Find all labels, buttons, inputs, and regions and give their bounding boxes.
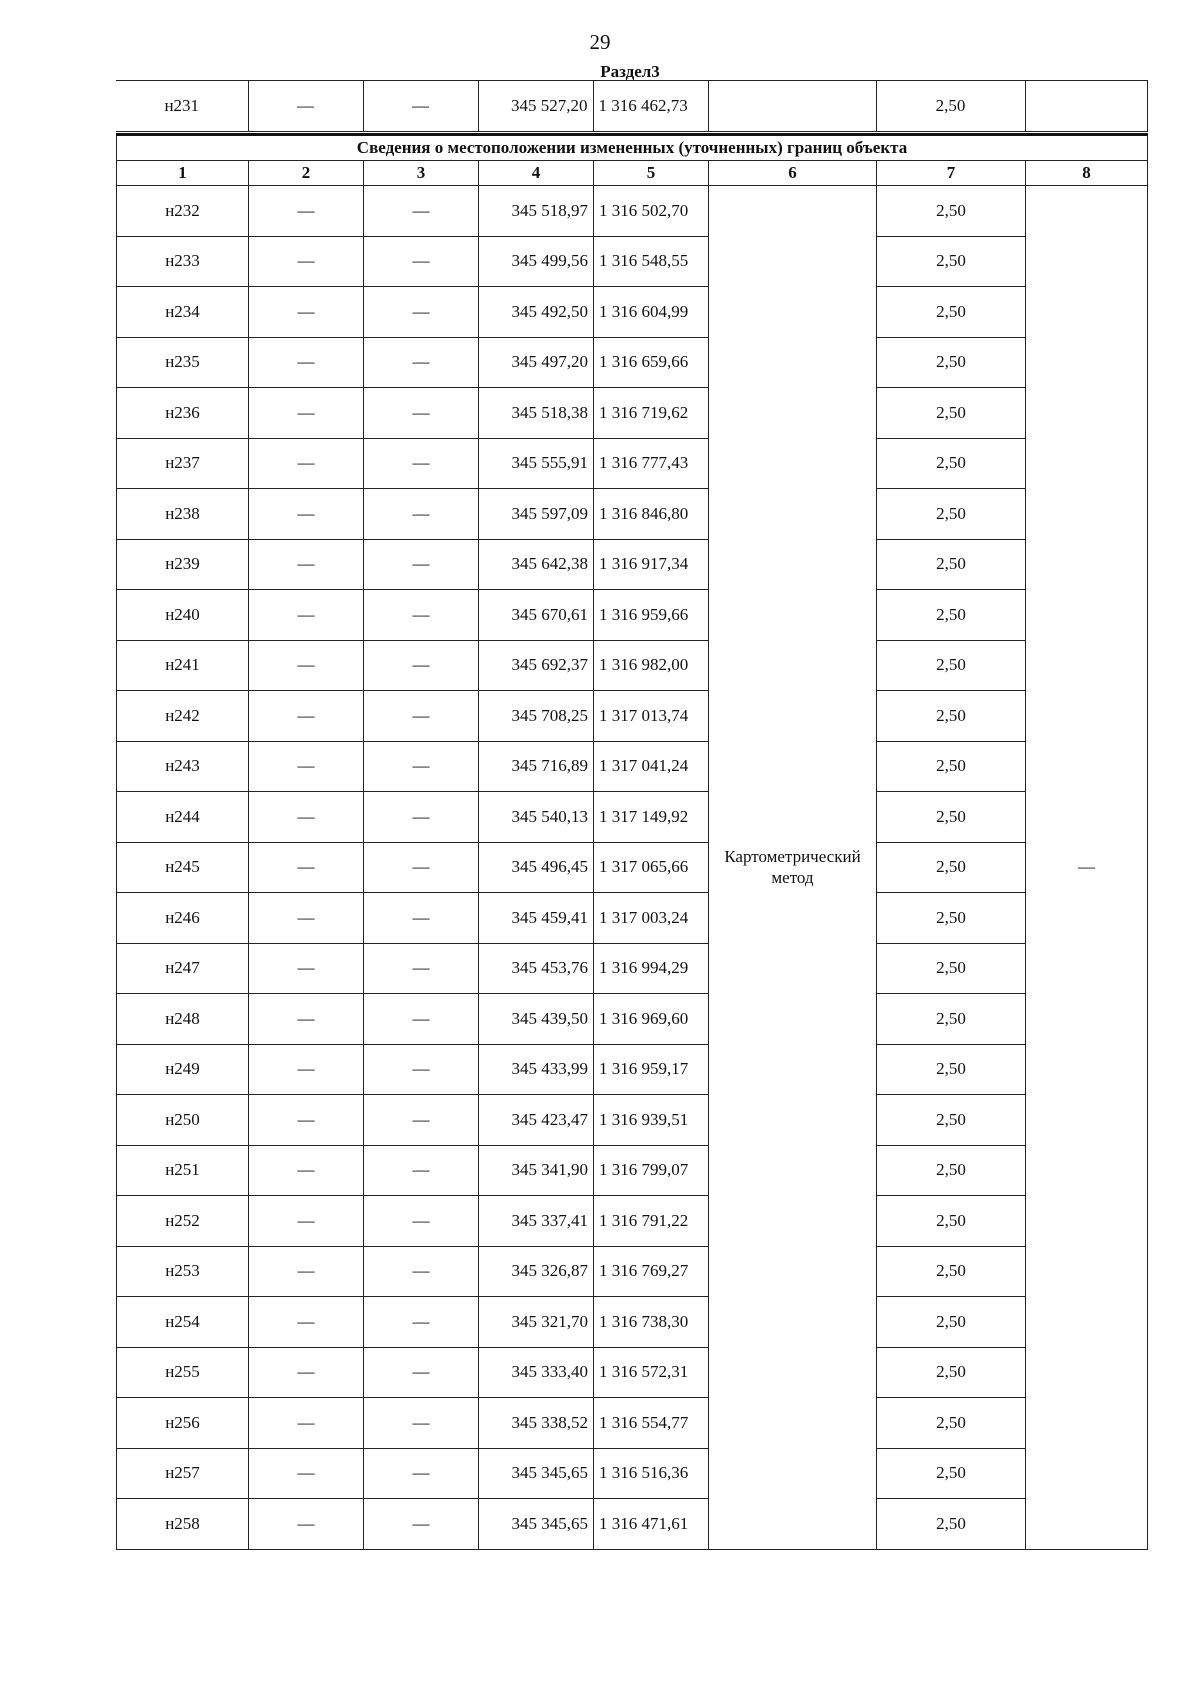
table-row	[116, 81, 1147, 132]
cell-x-coordinate: 345 321,70	[479, 1297, 594, 1348]
cell-col3: —	[364, 236, 479, 287]
cell-accuracy: 2,50	[877, 1095, 1026, 1146]
cell-col2: —	[249, 287, 364, 338]
cell-accuracy: 2,50	[877, 741, 1026, 792]
cell-y-coordinate: 1 316 659,66	[594, 337, 709, 388]
cell-accuracy: 2,50	[877, 893, 1026, 944]
cell-point-name: н236	[117, 388, 249, 439]
column-header: 4	[479, 161, 594, 186]
column-header: 8	[1026, 161, 1148, 186]
cell-x-coordinate: 345 341,90	[479, 1145, 594, 1196]
cell-y-coordinate: 1 316 791,22	[594, 1196, 709, 1247]
cell-x-coordinate: 345 439,50	[479, 994, 594, 1045]
continuation-table	[116, 80, 1148, 132]
cell-col3: —	[364, 640, 479, 691]
cell-col2: —	[249, 691, 364, 742]
cell-y-coordinate: 1 316 719,62	[594, 388, 709, 439]
cell-x-coordinate: 345 453,76	[479, 943, 594, 994]
cell-col2: —	[249, 1347, 364, 1398]
cell-y-coordinate: 1 316 969,60	[594, 994, 709, 1045]
cell-accuracy: 2,50	[877, 1044, 1026, 1095]
cell-col3: —	[364, 792, 479, 843]
cell-y-coordinate: 1 316 471,61	[594, 1499, 709, 1550]
cell-x-coordinate: 345 527,20	[478, 81, 593, 132]
cell-col2: —	[249, 741, 364, 792]
cell-col2: —	[249, 640, 364, 691]
cell-point-name: н258	[117, 1499, 249, 1550]
cell-point-name: н231	[116, 81, 248, 132]
cell-x-coordinate: 345 333,40	[479, 1347, 594, 1398]
table-row	[117, 1398, 1148, 1449]
cell-y-coordinate: 1 317 013,74	[594, 691, 709, 742]
cell-y-coordinate: 1 316 982,00	[594, 640, 709, 691]
table-row	[117, 842, 1148, 893]
cell-x-coordinate: 345 345,65	[479, 1499, 594, 1550]
cell-accuracy: 2,50	[877, 1347, 1026, 1398]
cell-point-name: н253	[117, 1246, 249, 1297]
cell-col2: —	[249, 1297, 364, 1348]
cell-point-name: н245	[117, 842, 249, 893]
cell-col2: —	[249, 943, 364, 994]
table-row	[117, 438, 1148, 489]
cell-col2: —	[248, 81, 363, 132]
cell-point-name: н248	[117, 994, 249, 1045]
cell-x-coordinate: 345 518,97	[479, 186, 594, 237]
cell-y-coordinate: 1 316 959,66	[594, 590, 709, 641]
cell-y-coordinate: 1 316 846,80	[594, 489, 709, 540]
cell-point-name: н235	[117, 337, 249, 388]
cell-y-coordinate: 1 316 604,99	[594, 287, 709, 338]
cell-y-coordinate: 1 316 548,55	[594, 236, 709, 287]
table-row	[117, 337, 1148, 388]
table-row	[117, 539, 1148, 590]
cell-point-name: н252	[117, 1196, 249, 1247]
cell-col3: —	[364, 1145, 479, 1196]
cell-accuracy: 2,50	[877, 1448, 1026, 1499]
cell-accuracy: 2,50	[877, 1196, 1026, 1247]
table-row	[117, 186, 1148, 237]
cell-accuracy: 2,50	[877, 792, 1026, 843]
cell-point-name: н243	[117, 741, 249, 792]
cell-accuracy: 2,50	[877, 1499, 1026, 1550]
cell-point-name: н232	[117, 186, 249, 237]
table-row	[117, 741, 1148, 792]
column-header: 2	[249, 161, 364, 186]
cell-y-coordinate: 1 316 516,36	[594, 1448, 709, 1499]
cell-accuracy: 2,50	[877, 640, 1026, 691]
cell-x-coordinate: 345 597,09	[479, 489, 594, 540]
cell-col3: —	[364, 842, 479, 893]
cell-col3: —	[364, 893, 479, 944]
cell-description: —	[1026, 186, 1148, 1550]
table-row	[117, 1246, 1148, 1297]
cell-col2: —	[249, 1044, 364, 1095]
cell-col3: —	[364, 438, 479, 489]
table-row	[117, 1448, 1148, 1499]
cell-point-name: н250	[117, 1095, 249, 1146]
cell-x-coordinate: 345 459,41	[479, 893, 594, 944]
cell-x-coordinate: 345 540,13	[479, 792, 594, 843]
cell-point-name: н239	[117, 539, 249, 590]
cell-col2: —	[249, 186, 364, 237]
column-header: 3	[364, 161, 479, 186]
cell-col2: —	[249, 1448, 364, 1499]
cell-accuracy: 2,50	[877, 236, 1026, 287]
cell-col2: —	[249, 1246, 364, 1297]
table-row	[117, 287, 1148, 338]
cell-col3: —	[364, 1095, 479, 1146]
cell-accuracy: 2,50	[877, 1145, 1026, 1196]
cell-col3: —	[364, 1196, 479, 1247]
table-header-row	[117, 161, 1148, 186]
table-row	[117, 1347, 1148, 1398]
cell-col2: —	[249, 1196, 364, 1247]
cell-point-name: н251	[117, 1145, 249, 1196]
cell-accuracy: 2,50	[877, 1398, 1026, 1449]
table-row	[117, 1297, 1148, 1348]
cell-x-coordinate: 345 716,89	[479, 741, 594, 792]
cell-point-name: н237	[117, 438, 249, 489]
table-row	[117, 1044, 1148, 1095]
cell-accuracy: 2,50	[877, 186, 1026, 237]
cell-col3: —	[364, 691, 479, 742]
cell-point-name: н247	[117, 943, 249, 994]
cell-y-coordinate: 1 317 003,24	[594, 893, 709, 944]
table-row	[117, 1095, 1148, 1146]
cell-y-coordinate: 1 317 149,92	[594, 792, 709, 843]
cell-x-coordinate: 345 492,50	[479, 287, 594, 338]
cell-col2: —	[249, 388, 364, 439]
cell-col2: —	[249, 1398, 364, 1449]
cell-point-name: н242	[117, 691, 249, 742]
cell-x-coordinate: 345 326,87	[479, 1246, 594, 1297]
cell-col3: —	[364, 1398, 479, 1449]
cell-y-coordinate: 1 316 959,17	[594, 1044, 709, 1095]
cell-y-coordinate: 1 316 939,51	[594, 1095, 709, 1146]
cell-accuracy: 2,50	[877, 388, 1026, 439]
cell-col3: —	[364, 287, 479, 338]
table-title-row	[117, 135, 1148, 161]
cell-point-name: н246	[117, 893, 249, 944]
cell-y-coordinate: 1 317 041,24	[594, 741, 709, 792]
cell-point-name: н234	[117, 287, 249, 338]
cell-col3: —	[364, 539, 479, 590]
cell-point-name: н257	[117, 1448, 249, 1499]
cell-x-coordinate: 345 499,56	[479, 236, 594, 287]
cell-y-coordinate: 1 316 502,70	[594, 186, 709, 237]
cell-col2: —	[249, 590, 364, 641]
boundary-table	[116, 133, 1148, 1550]
cell-col2: —	[249, 994, 364, 1045]
cell-x-coordinate: 345 692,37	[479, 640, 594, 691]
cell-accuracy: 2,50	[877, 943, 1026, 994]
table-row	[117, 590, 1148, 641]
cell-x-coordinate: 345 497,20	[479, 337, 594, 388]
cell-col2: —	[249, 236, 364, 287]
cell-point-name: н249	[117, 1044, 249, 1095]
cell-col3: —	[364, 994, 479, 1045]
cell-accuracy: 2,50	[877, 337, 1026, 388]
cell-point-name: н240	[117, 590, 249, 641]
cell-col2: —	[249, 1499, 364, 1550]
cell-point-name: н238	[117, 489, 249, 540]
column-header: 1	[117, 161, 249, 186]
cell-x-coordinate: 345 496,45	[479, 842, 594, 893]
cell-accuracy: 2,50	[877, 489, 1026, 540]
column-header: 6	[709, 161, 877, 186]
table-row	[117, 943, 1148, 994]
cell-point-name: н241	[117, 640, 249, 691]
page-number: 29	[589, 30, 611, 54]
cell-y-coordinate: 1 316 554,77	[594, 1398, 709, 1449]
table-row	[117, 994, 1148, 1045]
cell-col2: —	[249, 792, 364, 843]
cell-col3: —	[363, 81, 478, 132]
table-row	[117, 691, 1148, 742]
cell-accuracy: 2,50	[877, 539, 1026, 590]
cell-accuracy: 2,50	[877, 691, 1026, 742]
cell-point-name: н255	[117, 1347, 249, 1398]
cell-accuracy: 2,50	[877, 590, 1026, 641]
cell-col2: —	[249, 489, 364, 540]
cell-accuracy: 2,50	[877, 842, 1026, 893]
cell-col3: —	[364, 741, 479, 792]
cell-accuracy: 2,50	[877, 994, 1026, 1045]
cell-method: Картометрический метод	[709, 186, 877, 1550]
cell-col3: —	[364, 1347, 479, 1398]
cell-accuracy: 2,50	[877, 438, 1026, 489]
cell-col3: —	[364, 388, 479, 439]
cell-y-coordinate: 1 316 769,27	[594, 1246, 709, 1297]
cell-method	[708, 81, 876, 132]
cell-x-coordinate: 345 345,65	[479, 1448, 594, 1499]
cell-col2: —	[249, 438, 364, 489]
cell-x-coordinate: 345 337,41	[479, 1196, 594, 1247]
cell-x-coordinate: 345 518,38	[479, 388, 594, 439]
cell-col2: —	[249, 1095, 364, 1146]
cell-x-coordinate: 345 642,38	[479, 539, 594, 590]
cell-x-coordinate: 345 423,47	[479, 1095, 594, 1146]
cell-col3: —	[364, 1499, 479, 1550]
cell-col2: —	[249, 842, 364, 893]
cell-col2: —	[249, 893, 364, 944]
table-title: Сведения о местоположении измененных (уточненных) границ объекта	[117, 135, 1148, 161]
cell-col3: —	[364, 1246, 479, 1297]
cell-y-coordinate: 1 316 462,73	[593, 81, 708, 132]
cell-y-coordinate: 1 316 777,43	[594, 438, 709, 489]
table-row	[117, 1499, 1148, 1550]
cell-col3: —	[364, 489, 479, 540]
table-row	[117, 640, 1148, 691]
table-row	[117, 893, 1148, 944]
cell-col3: —	[364, 337, 479, 388]
cell-x-coordinate: 345 338,52	[479, 1398, 594, 1449]
cell-accuracy: 2,50	[877, 287, 1026, 338]
cell-y-coordinate: 1 316 917,34	[594, 539, 709, 590]
cell-x-coordinate: 345 670,61	[479, 590, 594, 641]
column-header: 7	[877, 161, 1026, 186]
cell-y-coordinate: 1 316 738,30	[594, 1297, 709, 1348]
cell-col2: —	[249, 1145, 364, 1196]
cell-point-name: н244	[117, 792, 249, 843]
table-row	[117, 792, 1148, 843]
cell-x-coordinate: 345 708,25	[479, 691, 594, 742]
cell-accuracy: 2,50	[877, 1246, 1026, 1297]
cell-point-name: н256	[117, 1398, 249, 1449]
column-header: 5	[594, 161, 709, 186]
cell-col3: —	[364, 590, 479, 641]
table-row	[117, 236, 1148, 287]
cell-description	[1025, 81, 1147, 132]
cell-y-coordinate: 1 316 572,31	[594, 1347, 709, 1398]
cell-accuracy: 2,50	[877, 1297, 1026, 1348]
cell-col3: —	[364, 1297, 479, 1348]
cell-col2: —	[249, 539, 364, 590]
table-row	[117, 1145, 1148, 1196]
cell-point-name: н233	[117, 236, 249, 287]
cell-y-coordinate: 1 316 994,29	[594, 943, 709, 994]
cell-col3: —	[364, 186, 479, 237]
cell-accuracy: 2,50	[876, 81, 1025, 132]
cell-col3: —	[364, 1448, 479, 1499]
cell-y-coordinate: 1 316 799,07	[594, 1145, 709, 1196]
cell-y-coordinate: 1 317 065,66	[594, 842, 709, 893]
table-row	[117, 489, 1148, 540]
table-row	[117, 388, 1148, 439]
section-label: Раздел3	[600, 62, 660, 81]
cell-point-name: н254	[117, 1297, 249, 1348]
cell-col3: —	[364, 1044, 479, 1095]
cell-col3: —	[364, 943, 479, 994]
cell-col2: —	[249, 337, 364, 388]
table-row	[117, 1196, 1148, 1247]
cell-x-coordinate: 345 433,99	[479, 1044, 594, 1095]
cell-x-coordinate: 345 555,91	[479, 438, 594, 489]
